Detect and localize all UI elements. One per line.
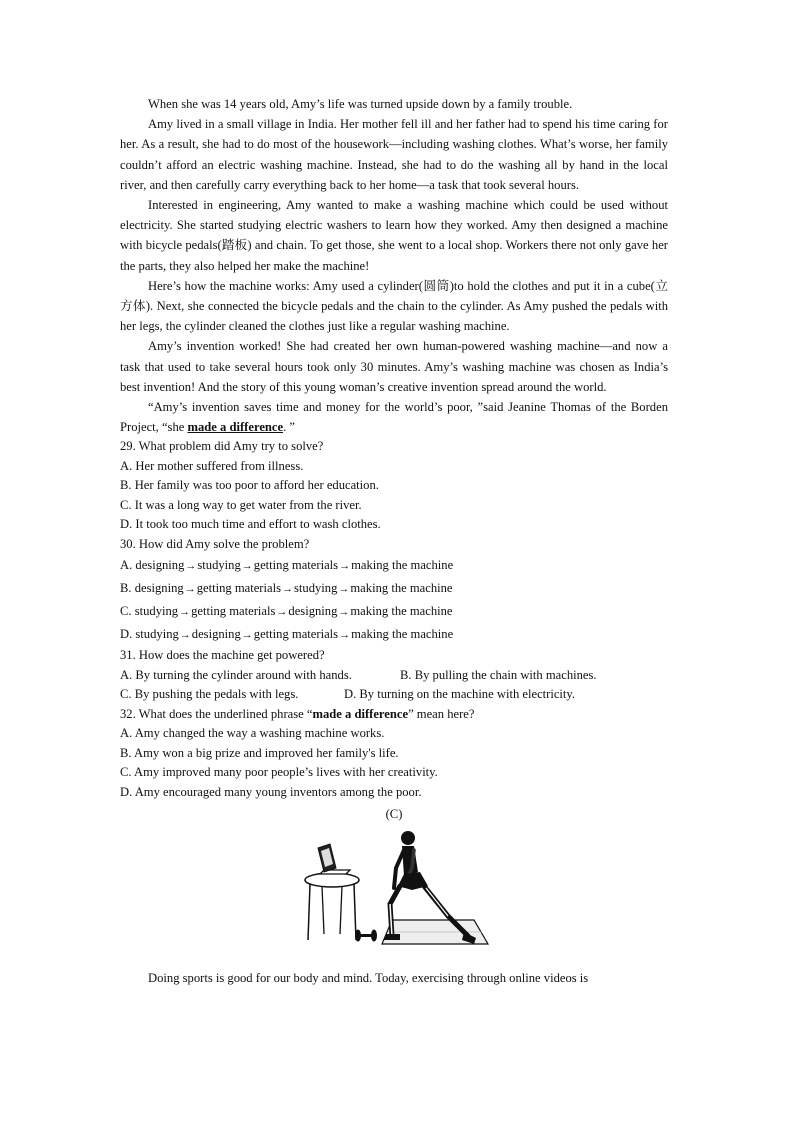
flow-step: studying xyxy=(294,581,338,596)
arrow-icon: → xyxy=(282,583,293,596)
question-29-option-c: C. It was a long way to get water from the river. xyxy=(120,497,362,512)
flow-step: getting materials xyxy=(191,604,276,619)
quote-text: “Amy’s invention saves time and money for the world’s poor, ”said Jeanine Thomas of the Borden Project, “she xyxy=(120,400,668,435)
flow-step: designing xyxy=(288,604,338,619)
flow-step: designing xyxy=(134,581,184,596)
flow-step: making the machine xyxy=(350,604,453,619)
flow-step: getting materials xyxy=(253,627,339,642)
flow-step: studying xyxy=(135,627,179,642)
arrow-icon: → xyxy=(185,560,197,573)
arrow-icon: → xyxy=(179,606,191,619)
flow-step: designing xyxy=(135,558,185,573)
question-32-option-c: C. Amy improved many poor people’s lives with her creativity. xyxy=(120,765,438,780)
question-31-option-a: A. By turning the cylinder around with hands. xyxy=(120,667,352,682)
flow-step: getting materials xyxy=(196,581,281,596)
flow-step: making the machine xyxy=(350,581,453,596)
passage-paragraph-5: Amy’s invention worked! She had created her own human-powered washing machine—and now a task that used to take several hours took only 30 minutes. Amy’s washing machine was chosen as India’s best invention! And the story of this young woman’s creative invention spread around the world. xyxy=(120,339,668,394)
flow-step: getting materials xyxy=(253,558,339,573)
flow-step: studying xyxy=(134,604,179,619)
question-32-stem: 32. What does the underlined phrase “made a difference” mean here? xyxy=(120,706,475,721)
passage-paragraph-6 xyxy=(120,397,668,437)
question-30-option-b: B. designing→getting materials→studying→making the machine xyxy=(120,581,453,596)
question-29-option-b: B. Her family was too poor to afford her education. xyxy=(120,478,379,493)
question-29-option-a: A. Her mother suffered from illness. xyxy=(120,458,304,473)
arrow-icon: → xyxy=(339,560,351,573)
passage-paragraph-4: Here’s how the machine works: Amy used a cylinder(圆筒)to hold the clothes and put it in a cube(立方体). Next, she connected the bicycle pedals and the chain to the cylinder. As Amy pushed the pedals with her legs, the cylinder cleaned the clothes just like a regular washing machine. xyxy=(120,278,668,334)
flow-step: making the machine xyxy=(351,627,454,642)
man-stretching-with-laptop-image xyxy=(300,824,500,956)
question-31-row-ab xyxy=(120,666,668,686)
question-29-stem: 29. What problem did Amy try to solve? xyxy=(120,439,324,454)
section-c-first-line: Doing sports is good for our body and mind. Today, exercising through online videos is xyxy=(148,971,589,986)
flow-step: making the machine xyxy=(351,558,454,573)
arrow-icon: → xyxy=(241,560,253,573)
flow-step: designing xyxy=(191,627,241,642)
arrow-icon: → xyxy=(338,583,350,596)
arrow-icon: → xyxy=(338,606,350,619)
question-32-option-d: D. Amy encouraged many young inventors among the poor. xyxy=(120,784,422,799)
question-30-option-a: A. designing→studying→getting materials→making the machine xyxy=(120,558,454,573)
passage-paragraph-3: Interested in engineering, Amy wanted to make a washing machine which could be used without electricity. She started studying electric washers to learn how they worked. Amy then designed a machine with bicycle pedals(踏板) and chain. To get those, she went to a local shop. Workers there not only gave her the parts, they also helped her make the machine! xyxy=(120,198,668,273)
arrow-icon: → xyxy=(184,583,196,596)
question-31-stem: 31. How does the machine get powered? xyxy=(120,648,325,663)
question-30-option-c: C. studying→getting materials→designing→making the machine xyxy=(120,604,453,619)
question-30-stem: 30. How did Amy solve the problem? xyxy=(120,536,310,551)
question-32-option-a: A. Amy changed the way a washing machine works. xyxy=(120,726,385,741)
question-31-row-cd xyxy=(120,685,668,705)
worksheet-page xyxy=(120,94,668,989)
question-29-option-d: D. It took too much time and effort to wash clothes. xyxy=(120,517,381,532)
passage-paragraph-1: When she was 14 years old, Amy’s life was turned upside down by a family trouble. xyxy=(148,97,573,111)
arrow-icon: → xyxy=(241,629,253,642)
question-31-option-c: C. By pushing the pedals with legs. xyxy=(120,687,299,702)
passage-paragraph-2: Amy lived in a small village in India. Her mother fell ill and her father had to spend his time caring for her. As a result, she had to do most of the housework—including washing clothes. What’s worse, her family couldn’t afford an electric washing machine. Instead, she had to do the washing all by hand in the local river, and then carefully carry everything back to her home—a task that took several hours. xyxy=(120,117,668,192)
flow-step: studying xyxy=(197,558,241,573)
underlined-phrase: made a difference xyxy=(187,420,284,435)
quote-end: . ” xyxy=(283,420,295,435)
arrow-icon: → xyxy=(276,606,288,619)
exercise-illustration xyxy=(120,824,668,964)
arrow-icon: → xyxy=(339,629,351,642)
question-32-option-b: B. Amy won a big prize and improved her family's life. xyxy=(120,745,399,760)
section-c-label: (C) xyxy=(385,807,403,822)
question-31-option-b: B. By pulling the chain with machines. xyxy=(400,667,597,682)
question-30-option-d: D. studying→designing→getting materials→making the machine xyxy=(120,627,454,642)
question-31-option-d: D. By turning on the machine with electricity. xyxy=(344,687,576,702)
arrow-icon: → xyxy=(179,629,191,642)
question-32-phrase: made a difference xyxy=(312,706,409,721)
